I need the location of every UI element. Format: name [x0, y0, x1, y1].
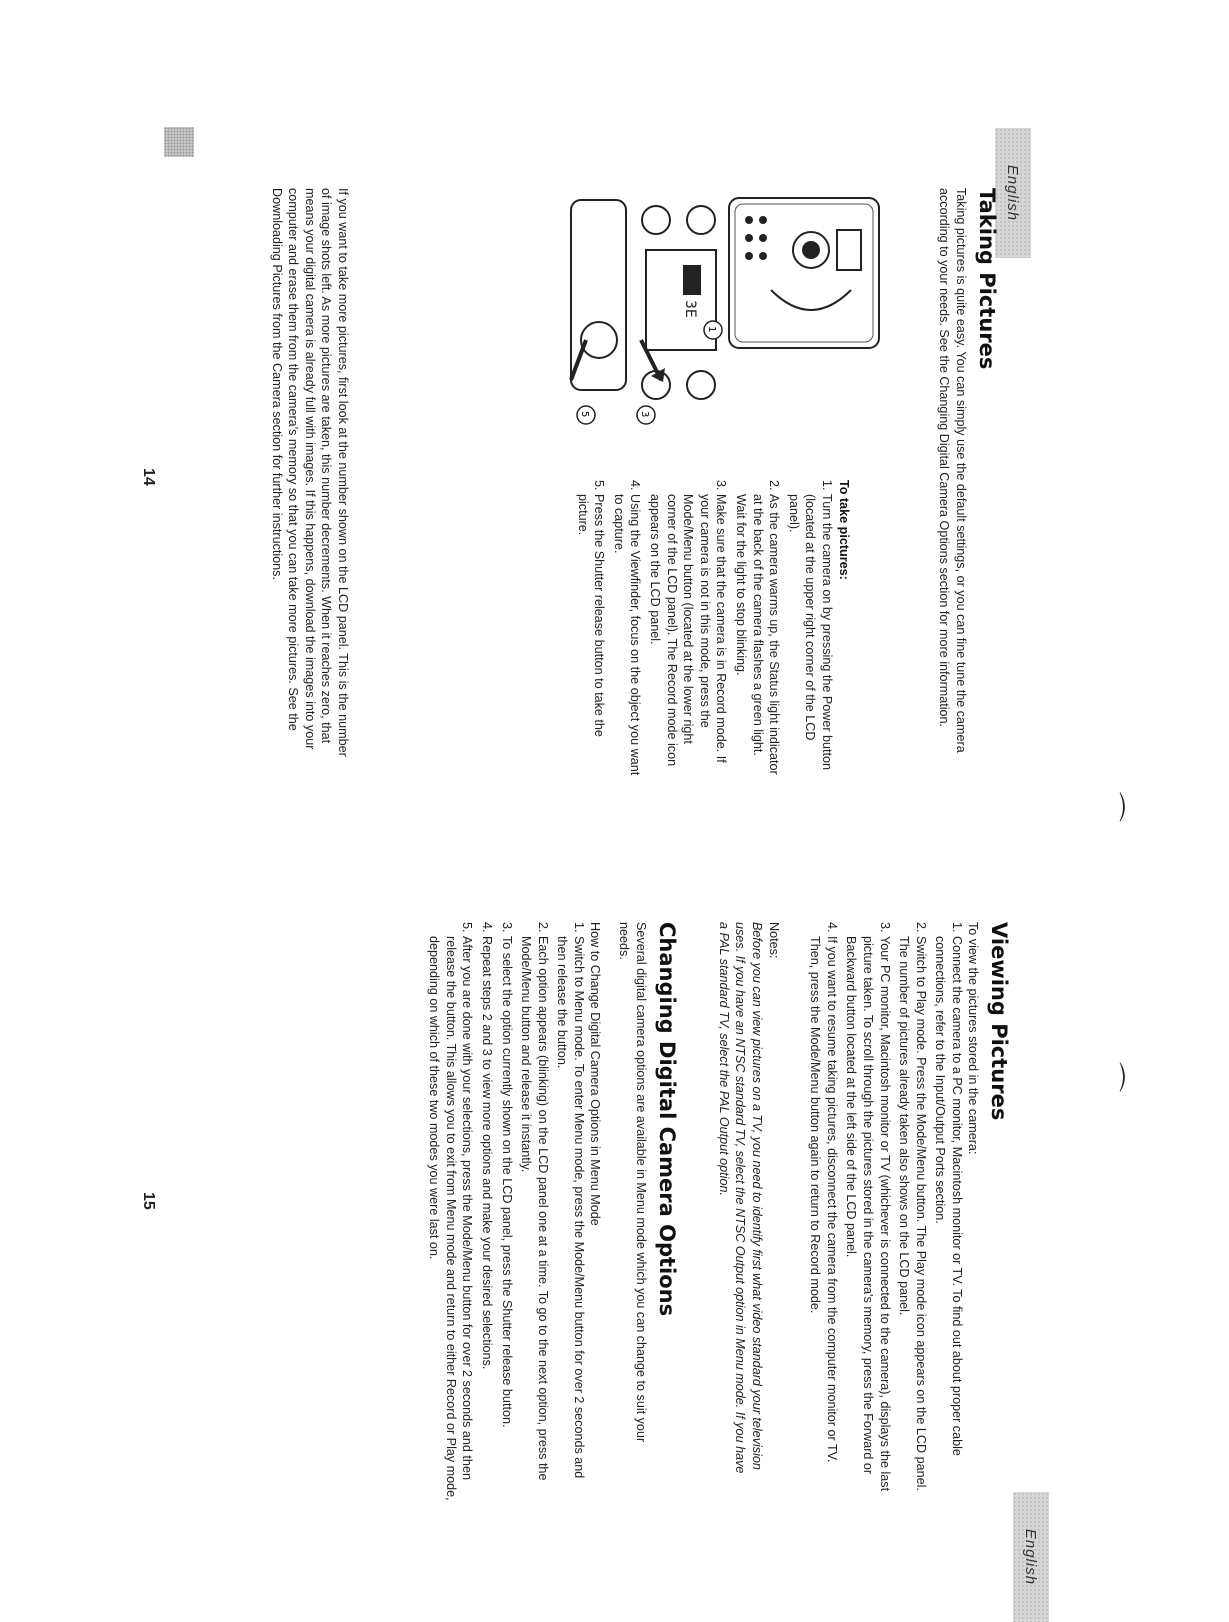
list-item: 2. As the camera warms up, the Status light indicator at the back of the camera flashes a green light. Wait for the light to stop blinking. [732, 494, 782, 779]
steps-heading: To take pictures: [837, 480, 851, 580]
list-item: 1. Connect the camera to a PC monitor, Macintosh monitor or TV. To find out about proper cable connections, refer to the Input/Output Ports section. [932, 936, 965, 1496]
options-steps-list [423, 922, 587, 1506]
notes-label: Notes: [767, 922, 781, 959]
list-item: 2. Switch to Play mode. Press the Mode/Menu button. The Play mode icon appears on the LCD panel. The number of pictures already taken also shows on the LCD panel. [896, 936, 929, 1496]
page-14 [0, 0, 1229, 792]
list-item: 3. Make sure that the camera is in Record mode. If your camera is not in this mode, press the Mode/Menu button (located at the lower right corner of the LCD panel). The Record mode icon appears on the LCD panel. [646, 494, 729, 779]
scan-mark: ⌒ [1092, 1062, 1125, 1092]
decorative-square [164, 127, 194, 157]
taking-steps-list [571, 480, 835, 779]
scan-mark: ⌒ [1092, 792, 1125, 822]
page-number-14: 14 [140, 468, 157, 486]
camera-illustration [561, 190, 891, 430]
taking-pictures-title: Taking Pictures [975, 188, 999, 370]
language-tab: English [1013, 1492, 1049, 1622]
list-item: 2. Each option appears (blinking) on the LCD panel one at a time. To go to the next option, press the Mode/Menu button and release it instantly. [518, 936, 551, 1506]
viewing-pictures-title: Viewing Pictures [987, 922, 1011, 1121]
list-item: 1. Switch to Menu mode. To enter Menu mode, press the Mode/Menu button for over 2 seconds and then release the button. [554, 936, 587, 1506]
page-15 [0, 792, 1229, 1584]
changing-options-title: Changing Digital Camera Options [655, 922, 679, 1317]
viewing-steps-list [804, 922, 965, 1496]
list-item: 4. Repeat steps 2 and 3 to view more options and make your desired selections. [478, 936, 495, 1506]
language-tab: English [995, 128, 1031, 258]
options-intro: Several digital camera options are available in Menu mode which you can change to suit your needs. [617, 922, 648, 1443]
options-heading: How to Change Digital Camera Options in Menu Mode [588, 922, 602, 1226]
notes-body: Before you can view pictures on a TV, you need to identify first what video standard your television uses. If you have an NTSC standard TV, select the NTSC Output option in Menu mode. If you have a PAL standard TV, select the PAL Output option. [716, 922, 764, 1474]
callout-1: 1 [706, 326, 717, 333]
callout-5: 5 [579, 411, 590, 418]
list-item: 5. After you are done with your selections, press the Mode/Menu button for over 2 seconds and then release the button. This allows you to exit from Menu mode and return to either Record or Play mode, depending on which of these two modes you were last on. [426, 936, 476, 1506]
callout-3: 3 [639, 411, 650, 418]
page-number-15: 15 [140, 1192, 157, 1210]
taking-pictures-intro: Taking pictures is quite easy. You can simply use the default settings, or you can fine tune the camera according to your needs. See the Changing Digital Camera Options section for more information. [937, 188, 968, 753]
list-item: 1. Turn the camera on by pressing the Power button (located at the upper right corner of the LCD panel). [785, 494, 835, 779]
list-item: 3. To select the option currently shown on the LCD panel, press the Shutter release button. [498, 936, 515, 1506]
list-item: 5. Press the Shutter release button to take the picture. [574, 494, 607, 779]
viewing-intro: To view the pictures stored in the camera: [966, 922, 980, 1155]
list-item: 3. Your PC monitor, Macintosh monitor or TV (whichever is connected to the camera), displays the last picture taken. To scroll through the pictures stored in the camera's memory, press the Forward or Backward button located at the left side of the LCD panel. [843, 936, 893, 1496]
svg-text:3E: 3E [682, 300, 698, 318]
list-item: 4. Using the Viewfinder, focus on the object you want to capture. [610, 494, 643, 779]
taking-pictures-footer: If you want to take more pictures, first look at the number shown on the LCD panel. This is the number of image shots left. As more pictures are taken, this number decrements. When it reaches zero, that means your digital camera is already full with images. If this happens, download the images into your computer and erase them from the camera's memory so that you can take more pictures. See the Downloading Pictures from the Camera section for further instructions. [269, 188, 350, 757]
list-item: 4. If you want to resume taking pictures, disconnect the camera from the computer monitor or TV. Then, press the Mode/Menu button again to return to Record mode. [807, 936, 840, 1496]
